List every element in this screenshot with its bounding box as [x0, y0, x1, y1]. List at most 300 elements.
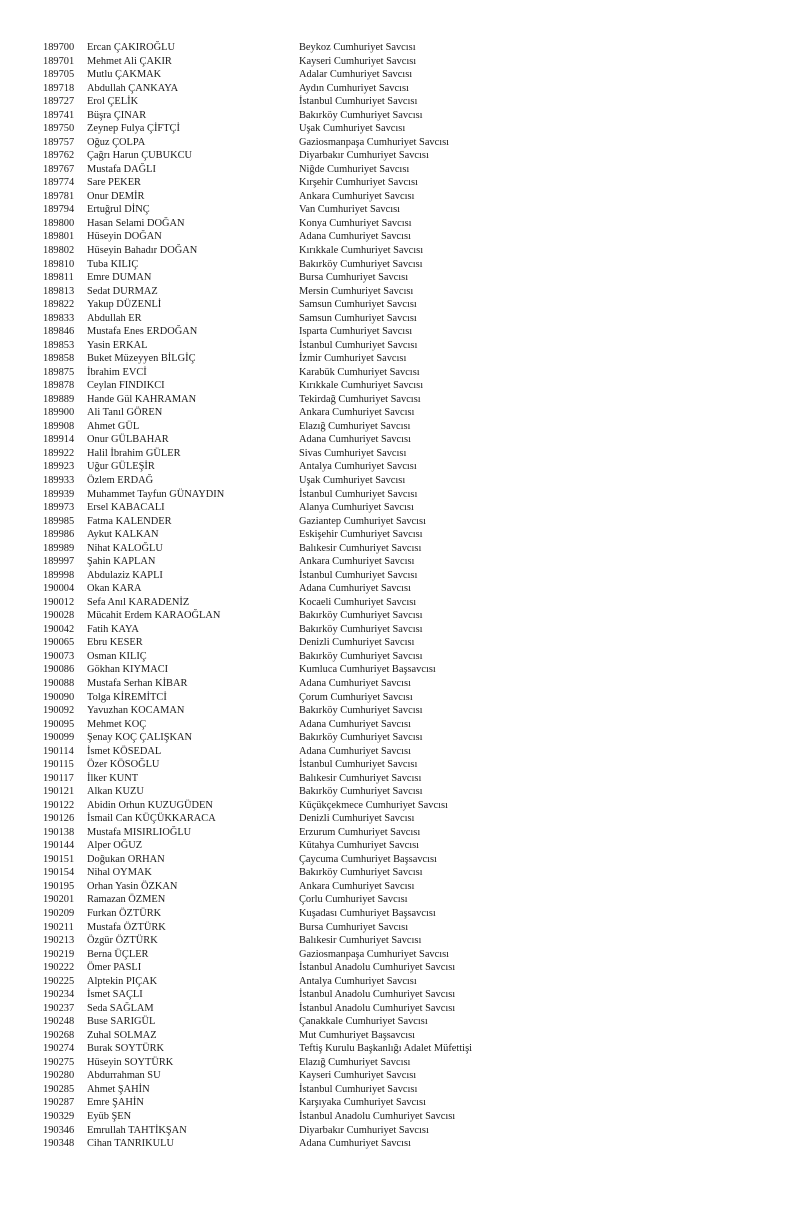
list-item [43, 826, 783, 840]
list-item [43, 474, 783, 488]
position-title: İstanbul Anadolu Cumhuriyet Savcısı [299, 1002, 456, 1014]
list-item [43, 677, 783, 691]
list-item [43, 149, 783, 163]
position-title: Aydın Cumhuriyet Savcısı [299, 82, 409, 94]
position-title: Karşıyaka Cumhuriyet Savcısı [299, 1097, 426, 1109]
person-name: Mücahit Erdem KARAOĞLAN [87, 610, 221, 622]
position-title: Diyarbakır Cumhuriyet Savcısı [299, 1124, 429, 1136]
list-item [43, 880, 783, 894]
person-name: Mustafa Enes ERDOĞAN [87, 326, 198, 338]
record-id: 190280 [43, 1070, 75, 1082]
record-id: 190151 [43, 853, 75, 865]
person-name: Özer KÖSOĞLU [87, 759, 160, 771]
list-item [43, 393, 783, 407]
list-item [43, 650, 783, 664]
position-title: Uşak Cumhuriyet Savcısı [299, 123, 406, 135]
person-name: Tolga KİREMİTCİ [87, 691, 167, 703]
list-item [43, 217, 783, 231]
record-id: 189922 [43, 447, 75, 459]
position-title: Adana Cumhuriyet Savcısı [299, 583, 411, 595]
record-id: 189900 [43, 407, 75, 419]
person-name: Onur GÜLBAHAR [87, 434, 169, 446]
position-title: Uşak Cumhuriyet Savcısı [299, 475, 406, 486]
position-title: Kumluca Cumhuriyet Başsavcısı [299, 664, 436, 676]
record-id: 189933 [43, 475, 75, 486]
record-id: 189822 [43, 299, 75, 311]
list-item [43, 406, 783, 420]
person-name: İsmet KÖSEDAL [87, 745, 162, 757]
record-id: 189794 [43, 204, 75, 216]
position-title: Adana Cumhuriyet Savcısı [299, 1138, 411, 1150]
person-name: Alptekin PIÇAK [87, 975, 158, 987]
position-title: Balıkesir Cumhuriyet Savcısı [299, 935, 422, 947]
person-name: Şahin KAPLAN [87, 556, 156, 568]
record-id: 190287 [43, 1097, 75, 1109]
position-title: Balıkesir Cumhuriyet Savcısı [299, 542, 422, 554]
record-id: 189701 [43, 55, 75, 67]
person-name: Sefa Anıl KARADENİZ [87, 596, 190, 608]
record-id: 190213 [43, 935, 75, 947]
list-item [43, 758, 783, 772]
person-name: Doğukan ORHAN [87, 853, 165, 865]
person-name: Orhan Yasin ÖZKAN [87, 880, 178, 892]
record-id: 189705 [43, 69, 75, 81]
list-item [43, 785, 783, 799]
person-name: Emre ŞAHİN [87, 1097, 144, 1109]
list-item [43, 339, 783, 353]
list-item [43, 569, 783, 583]
person-name: Abdullah ER [87, 312, 142, 324]
record-id: 190274 [43, 1043, 75, 1055]
record-id: 189801 [43, 231, 75, 243]
list-item [43, 731, 783, 745]
list-item [43, 488, 783, 502]
record-id: 190138 [43, 826, 75, 838]
record-id: 189853 [43, 339, 75, 351]
record-id: 189741 [43, 109, 75, 121]
record-id: 189810 [43, 258, 75, 270]
position-title: Balıkesir Cumhuriyet Savcısı [299, 772, 422, 784]
position-title: Bursa Cumhuriyet Savcısı [299, 921, 409, 933]
person-name: Mustafa Serhan KİBAR [87, 677, 188, 689]
list-item [43, 82, 783, 96]
record-id: 189727 [43, 96, 75, 108]
person-name: Cihan TANRIKULU [87, 1138, 175, 1150]
list-item [43, 1015, 783, 1029]
list-item [43, 1096, 783, 1110]
position-title: Bakırköy Cumhuriyet Savcısı [299, 732, 423, 744]
list-item [43, 1069, 783, 1083]
list-item [43, 420, 783, 434]
position-title: Çaycuma Cumhuriyet Başsavcısı [299, 853, 437, 865]
person-name: Ramazan ÖZMEN [87, 894, 166, 906]
person-name: Özgür ÖZTÜRK [87, 935, 158, 947]
person-name: Ahmet GÜL [87, 420, 140, 432]
list-item [43, 312, 783, 326]
person-name: Mustafa DAĞLI [87, 163, 156, 175]
list-item [43, 1042, 783, 1056]
record-id: 190346 [43, 1124, 75, 1136]
position-title: Antalya Cumhuriyet Savcısı [299, 975, 417, 987]
person-name: Ertuğrul DİNÇ [87, 204, 150, 216]
position-title: Bakırköy Cumhuriyet Savcısı [299, 650, 423, 662]
record-id: 190028 [43, 610, 75, 622]
record-id: 190329 [43, 1110, 75, 1122]
position-title: Bakırköy Cumhuriyet Savcısı [299, 786, 423, 798]
position-title: Eskişehir Cumhuriyet Savcısı [299, 529, 423, 541]
position-title: İstanbul Cumhuriyet Savcısı [299, 488, 418, 500]
record-id: 189781 [43, 190, 75, 202]
position-title: İstanbul Anadolu Cumhuriyet Savcısı [299, 962, 456, 974]
list-item [43, 921, 783, 935]
list-item [43, 325, 783, 339]
person-name: Halil İbrahim GÜLER [87, 447, 181, 459]
position-title: Van Cumhuriyet Savcısı [299, 204, 401, 216]
record-id: 189997 [43, 556, 75, 568]
list-item [43, 95, 783, 109]
position-title: Kütahya Cumhuriyet Savcısı [299, 840, 420, 852]
person-name: Uğur GÜLEŞİR [87, 461, 155, 473]
person-name: Yakup DÜZENLİ [87, 299, 162, 311]
list-item [43, 379, 783, 393]
record-id: 189800 [43, 217, 75, 229]
person-name: İbrahim EVCİ [87, 366, 147, 378]
person-name: Ceylan FINDIKCI [87, 380, 165, 392]
position-title: Erzurum Cumhuriyet Savcısı [299, 826, 421, 838]
list-item [43, 244, 783, 258]
record-id: 190234 [43, 989, 75, 1001]
position-title: Diyarbakır Cumhuriyet Savcısı [299, 150, 429, 162]
person-name: Buse SARIGÜL [87, 1016, 156, 1028]
list-item [43, 55, 783, 69]
person-name: İsmail Can KÜÇÜKKARACA [87, 813, 216, 825]
list-item [43, 176, 783, 190]
list-item [43, 1124, 783, 1138]
record-id: 190154 [43, 867, 75, 879]
record-id: 190117 [43, 772, 74, 784]
record-id: 189762 [43, 150, 75, 162]
list-item [43, 501, 783, 515]
person-name: Ömer PASLI [87, 962, 142, 974]
list-item [43, 663, 783, 677]
position-title: Teftiş Kurulu Başkanlığı Adalet Müfettişi [299, 1043, 473, 1055]
person-name: Mustafa MISIRLIOĞLU [87, 826, 192, 838]
record-id: 189985 [43, 515, 75, 527]
person-name: Hüseyin Bahadır DOĞAN [87, 244, 198, 256]
record-id: 190285 [43, 1083, 75, 1095]
record-id: 190222 [43, 962, 75, 974]
person-name: Nihal OYMAK [87, 867, 152, 879]
position-title: Mersin Cumhuriyet Savcısı [299, 285, 414, 297]
position-title: Samsun Cumhuriyet Savcısı [299, 299, 417, 311]
record-id: 189813 [43, 285, 75, 297]
position-title: Bakırköy Cumhuriyet Savcısı [299, 109, 423, 121]
position-title: Çanakkale Cumhuriyet Savcısı [299, 1016, 428, 1028]
list-item [43, 1002, 783, 1016]
record-id: 189998 [43, 569, 75, 581]
list-item [43, 190, 783, 204]
person-name: Gökhan KIYMACI [87, 664, 169, 676]
list-item [43, 433, 783, 447]
record-id: 190042 [43, 623, 75, 635]
position-title: Samsun Cumhuriyet Savcısı [299, 312, 417, 324]
position-title: Adana Cumhuriyet Savcısı [299, 677, 411, 689]
person-name: Aykut KALKAN [87, 529, 159, 541]
position-title: Isparta Cumhuriyet Savcısı [299, 326, 413, 338]
person-name: Sare PEKER [87, 177, 141, 189]
record-id: 189973 [43, 502, 75, 514]
position-title: Bakırköy Cumhuriyet Savcısı [299, 705, 423, 717]
person-name: Mutlu ÇAKMAK [87, 69, 162, 81]
list-item [43, 460, 783, 474]
position-title: İstanbul Cumhuriyet Savcısı [299, 96, 418, 108]
list-item [43, 799, 783, 813]
position-title: İstanbul Anadolu Cumhuriyet Savcısı [299, 989, 456, 1001]
position-title: Gaziantep Cumhuriyet Savcısı [299, 515, 426, 527]
person-name: Fatma KALENDER [87, 515, 172, 527]
person-name: Mehmet KOÇ [87, 718, 147, 730]
list-item [43, 772, 783, 786]
record-id: 189989 [43, 542, 75, 554]
record-id: 189774 [43, 177, 75, 189]
list-item [43, 596, 783, 610]
person-name: Buket Müzeyyen BİLGİÇ [87, 353, 196, 365]
record-id: 189757 [43, 136, 75, 148]
list-item [43, 1110, 783, 1124]
list-item [43, 636, 783, 650]
list-item [43, 298, 783, 312]
record-id: 189700 [43, 42, 75, 53]
position-title: Gaziosmanpaşa Cumhuriyet Savcısı [299, 136, 450, 148]
record-id: 189986 [43, 529, 75, 541]
position-title: Beykoz Cumhuriyet Savcısı [299, 42, 416, 53]
position-title: Bakırköy Cumhuriyet Savcısı [299, 867, 423, 879]
record-id: 189878 [43, 380, 75, 392]
list-item [43, 691, 783, 705]
position-title: Kayseri Cumhuriyet Savcısı [299, 55, 417, 67]
position-title: Adana Cumhuriyet Savcısı [299, 745, 411, 757]
position-title: Adana Cumhuriyet Savcısı [299, 434, 411, 446]
list-item [43, 366, 783, 380]
position-title: Kırıkkale Cumhuriyet Savcısı [299, 244, 424, 256]
list-item [43, 1083, 783, 1097]
person-name: Onur DEMİR [87, 190, 145, 202]
list-item [43, 1029, 783, 1043]
position-title: Elazığ Cumhuriyet Savcısı [299, 420, 411, 432]
list-item [43, 230, 783, 244]
person-name: Okan KARA [87, 583, 142, 595]
list-item [43, 745, 783, 759]
list-item [43, 623, 783, 637]
record-id: 189811 [43, 272, 74, 284]
record-id: 189846 [43, 326, 75, 338]
record-id: 190121 [43, 786, 75, 798]
person-name: Erol ÇELİK [87, 96, 139, 108]
list-item [43, 948, 783, 962]
position-title: Elazığ Cumhuriyet Savcısı [299, 1056, 411, 1068]
person-name: Emrullah TAHTİKŞAN [87, 1124, 187, 1136]
record-id: 189923 [43, 461, 75, 473]
person-name: Burak SOYTÜRK [87, 1043, 165, 1055]
record-id: 189802 [43, 244, 75, 256]
person-name: Alper OĞUZ [87, 840, 143, 852]
position-title: Kırşehir Cumhuriyet Savcısı [299, 177, 418, 189]
record-id: 189914 [43, 434, 75, 446]
list-item [43, 718, 783, 732]
record-id: 189767 [43, 163, 75, 175]
person-name: Zuhal SOLMAZ [87, 1029, 157, 1041]
record-id: 190086 [43, 664, 75, 676]
person-name: Abidin Orhun KUZUGÜDEN [87, 799, 213, 811]
person-name: Hüseyin SOYTÜRK [87, 1056, 174, 1068]
position-title: Bakırköy Cumhuriyet Savcısı [299, 610, 423, 622]
list-item [43, 68, 783, 82]
person-name: Zeynep Fulya ÇİFTÇİ [87, 123, 180, 135]
person-name: İlker KUNT [87, 772, 139, 784]
person-name: Sedat DURMAZ [87, 285, 158, 297]
person-name: Ali Tanıl GÖREN [87, 407, 163, 419]
record-id: 190211 [43, 921, 74, 933]
position-title: Gaziosmanpaşa Cumhuriyet Savcısı [299, 948, 450, 960]
record-id: 190099 [43, 732, 75, 744]
person-name: Ercan ÇAKIROĞLU [87, 42, 176, 53]
list-item [43, 812, 783, 826]
list-item [43, 866, 783, 880]
list-item [43, 839, 783, 853]
record-id: 190126 [43, 813, 75, 825]
person-name: Özlem ERDAĞ [87, 475, 154, 486]
person-name: Abdulaziz KAPLI [87, 569, 163, 581]
list-item [43, 352, 783, 366]
record-id: 190115 [43, 759, 74, 771]
position-title: İstanbul Cumhuriyet Savcısı [299, 1083, 418, 1095]
person-name: Emre DUMAN [87, 272, 152, 284]
position-title: Denizli Cumhuriyet Savcısı [299, 813, 415, 825]
list-item [43, 609, 783, 623]
record-id: 190248 [43, 1016, 75, 1028]
record-id: 190073 [43, 650, 75, 662]
person-name: Şenay KOÇ ÇALIŞKAN [87, 732, 193, 744]
list-item [43, 1137, 783, 1151]
record-id: 190219 [43, 948, 75, 960]
record-id: 190088 [43, 677, 75, 689]
record-id: 190268 [43, 1029, 75, 1041]
record-id: 189908 [43, 420, 75, 432]
list-item [43, 555, 783, 569]
position-title: Bursa Cumhuriyet Savcısı [299, 272, 409, 284]
person-name: Nihat KALOĞLU [87, 542, 163, 554]
position-title: Niğde Cumhuriyet Savcısı [299, 163, 410, 175]
person-name: Hüseyin DOĞAN [87, 231, 162, 243]
position-title: Ankara Cumhuriyet Savcısı [299, 556, 415, 568]
position-title: Mut Cumhuriyet Başsavcısı [299, 1029, 416, 1041]
record-id: 190348 [43, 1138, 75, 1150]
person-name: Ebru KESER [87, 637, 143, 649]
list-item [43, 582, 783, 596]
position-title: Çorum Cumhuriyet Savcısı [299, 691, 413, 703]
list-item [43, 122, 783, 136]
appointment-list [43, 41, 783, 1151]
position-title: İstanbul Cumhuriyet Savcısı [299, 569, 418, 581]
record-id: 190090 [43, 691, 75, 703]
list-item [43, 515, 783, 529]
list-item [43, 528, 783, 542]
position-title: Alanya Cumhuriyet Savcısı [299, 502, 414, 514]
record-id: 190209 [43, 908, 75, 919]
person-name: Mehmet Ali ÇAKIR [87, 55, 172, 67]
list-item [43, 542, 783, 556]
person-name: Seda SAĞLAM [87, 1002, 154, 1014]
record-id: 190012 [43, 596, 75, 608]
position-title: Kocaeli Cumhuriyet Savcısı [299, 596, 417, 608]
list-item [43, 704, 783, 718]
list-item [43, 109, 783, 123]
person-name: Ersel KABACALI [87, 502, 165, 514]
record-id: 190122 [43, 799, 75, 811]
position-title: İzmir Cumhuriyet Savcısı [299, 353, 407, 365]
person-name: Hande Gül KAHRAMAN [87, 393, 197, 405]
position-title: Tekirdağ Cumhuriyet Savcısı [299, 393, 421, 405]
list-item [43, 907, 783, 921]
position-title: İstanbul Anadolu Cumhuriyet Savcısı [299, 1110, 456, 1122]
person-name: Eyüb ŞEN [87, 1110, 132, 1122]
list-item [43, 203, 783, 217]
position-title: Kırıkkale Cumhuriyet Savcısı [299, 380, 424, 392]
record-id: 189875 [43, 366, 75, 378]
list-item [43, 934, 783, 948]
record-id: 190065 [43, 637, 75, 649]
person-name: Yasin ERKAL [87, 339, 148, 351]
position-title: Ankara Cumhuriyet Savcısı [299, 880, 415, 892]
position-title: Kuşadası Cumhuriyet Başsavcısı [299, 908, 436, 919]
list-item [43, 893, 783, 907]
position-title: Adana Cumhuriyet Savcısı [299, 231, 411, 243]
person-name: Muhammet Tayfun GÜNAYDIN [87, 488, 225, 500]
person-name: Abdurrahman SU [87, 1070, 161, 1082]
list-item [43, 988, 783, 1002]
person-name: Tuba KILIÇ [87, 258, 139, 270]
record-id: 190195 [43, 880, 75, 892]
position-title: Ankara Cumhuriyet Savcısı [299, 407, 415, 419]
position-title: Küçükçekmece Cumhuriyet Savcısı [299, 799, 448, 811]
list-item [43, 271, 783, 285]
person-name: Çağrı Harun ÇUBUKCU [87, 150, 193, 162]
person-name: Berna ÜÇLER [87, 948, 149, 960]
record-id: 190201 [43, 894, 75, 906]
record-id: 190237 [43, 1002, 75, 1014]
record-id: 190004 [43, 583, 75, 595]
record-id: 190275 [43, 1056, 75, 1068]
list-item [43, 447, 783, 461]
record-id: 189750 [43, 123, 75, 135]
record-id: 189889 [43, 393, 75, 405]
person-name: Mustafa ÖZTÜRK [87, 921, 166, 933]
position-title: Antalya Cumhuriyet Savcısı [299, 461, 417, 473]
position-title: Sivas Cumhuriyet Savcısı [299, 447, 407, 459]
person-name: Alkan KUZU [87, 786, 144, 798]
list-item [43, 961, 783, 975]
record-id: 189858 [43, 353, 75, 365]
list-item [43, 136, 783, 150]
position-title: Ankara Cumhuriyet Savcısı [299, 190, 415, 202]
position-title: Konya Cumhuriyet Savcısı [299, 217, 412, 229]
position-title: İstanbul Cumhuriyet Savcısı [299, 759, 418, 771]
list-item [43, 163, 783, 177]
record-id: 189833 [43, 312, 75, 324]
record-id: 190095 [43, 718, 75, 730]
record-id: 189939 [43, 488, 75, 500]
position-title: İstanbul Cumhuriyet Savcısı [299, 339, 418, 351]
